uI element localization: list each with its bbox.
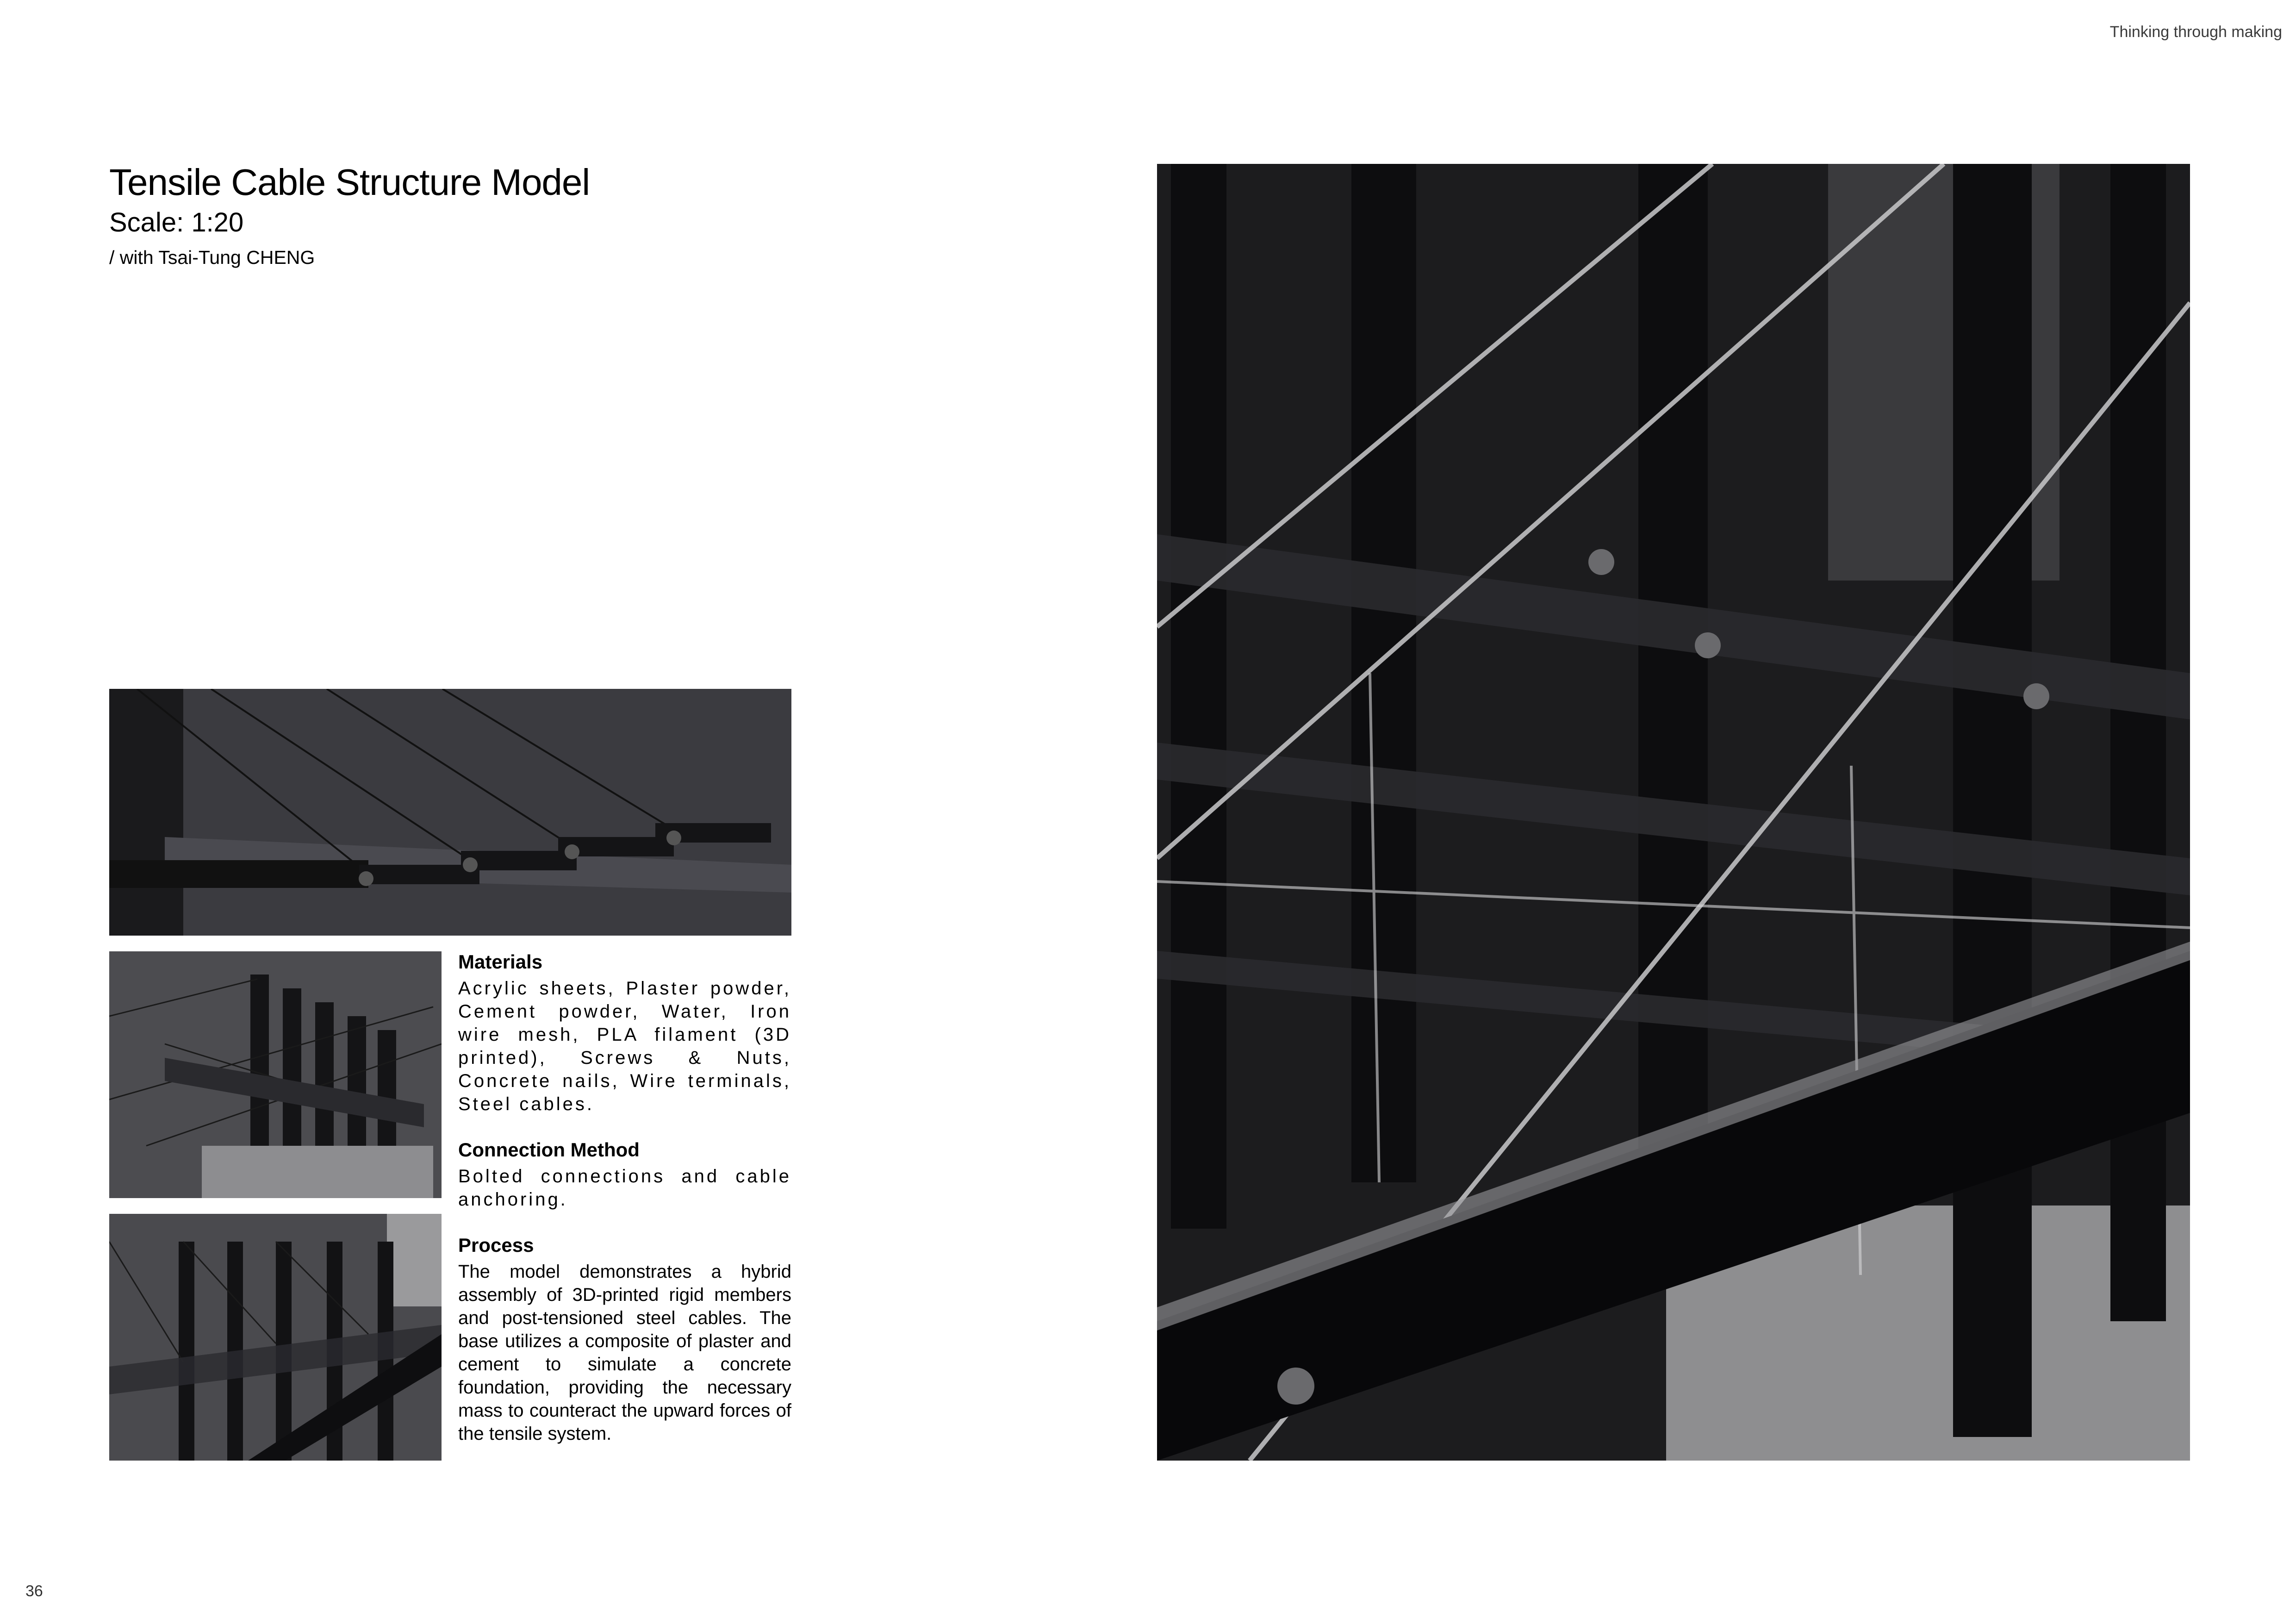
running-header: Thinking through making <box>2109 23 2282 41</box>
model-photo-perspective <box>109 951 442 1198</box>
model-photo-cantilever-detail <box>109 689 791 936</box>
process-section <box>458 1233 791 1445</box>
materials-heading: Materials <box>458 951 543 973</box>
model-photo-side-view <box>109 1214 442 1461</box>
project-scale: Scale: 1:20 <box>109 207 244 237</box>
spec-column <box>458 950 791 1468</box>
model-photo-close-up <box>1157 164 2190 1461</box>
project-credit: / with Tsai-Tung CHENG <box>109 247 315 268</box>
materials-text: Acrylic sheets, Plaster powder, Cement powder, Water, Iron wire mesh, PLA filament (3D printed), Screws & Nuts, Concrete nails, Wire terminals, Steel cables. <box>458 978 791 1114</box>
connection-text: Bolted connections and cable anchoring. <box>458 1166 791 1210</box>
connection-heading: Connection Method <box>458 1139 640 1161</box>
process-text: The model demonstrates a hybrid assembly of 3D-printed rigid members and post-tensioned steel cables. The base utilizes a composite of plaster and cement to simulate a concrete foundation, providing the necessary mass to counteract the upward forces of the tensile system. <box>458 1262 791 1444</box>
process-heading: Process <box>458 1234 534 1256</box>
page-number: 36 <box>25 1582 43 1600</box>
project-title: Tensile Cable Structure Model <box>109 162 590 203</box>
connection-section <box>458 1138 791 1211</box>
materials-section <box>458 950 791 1116</box>
